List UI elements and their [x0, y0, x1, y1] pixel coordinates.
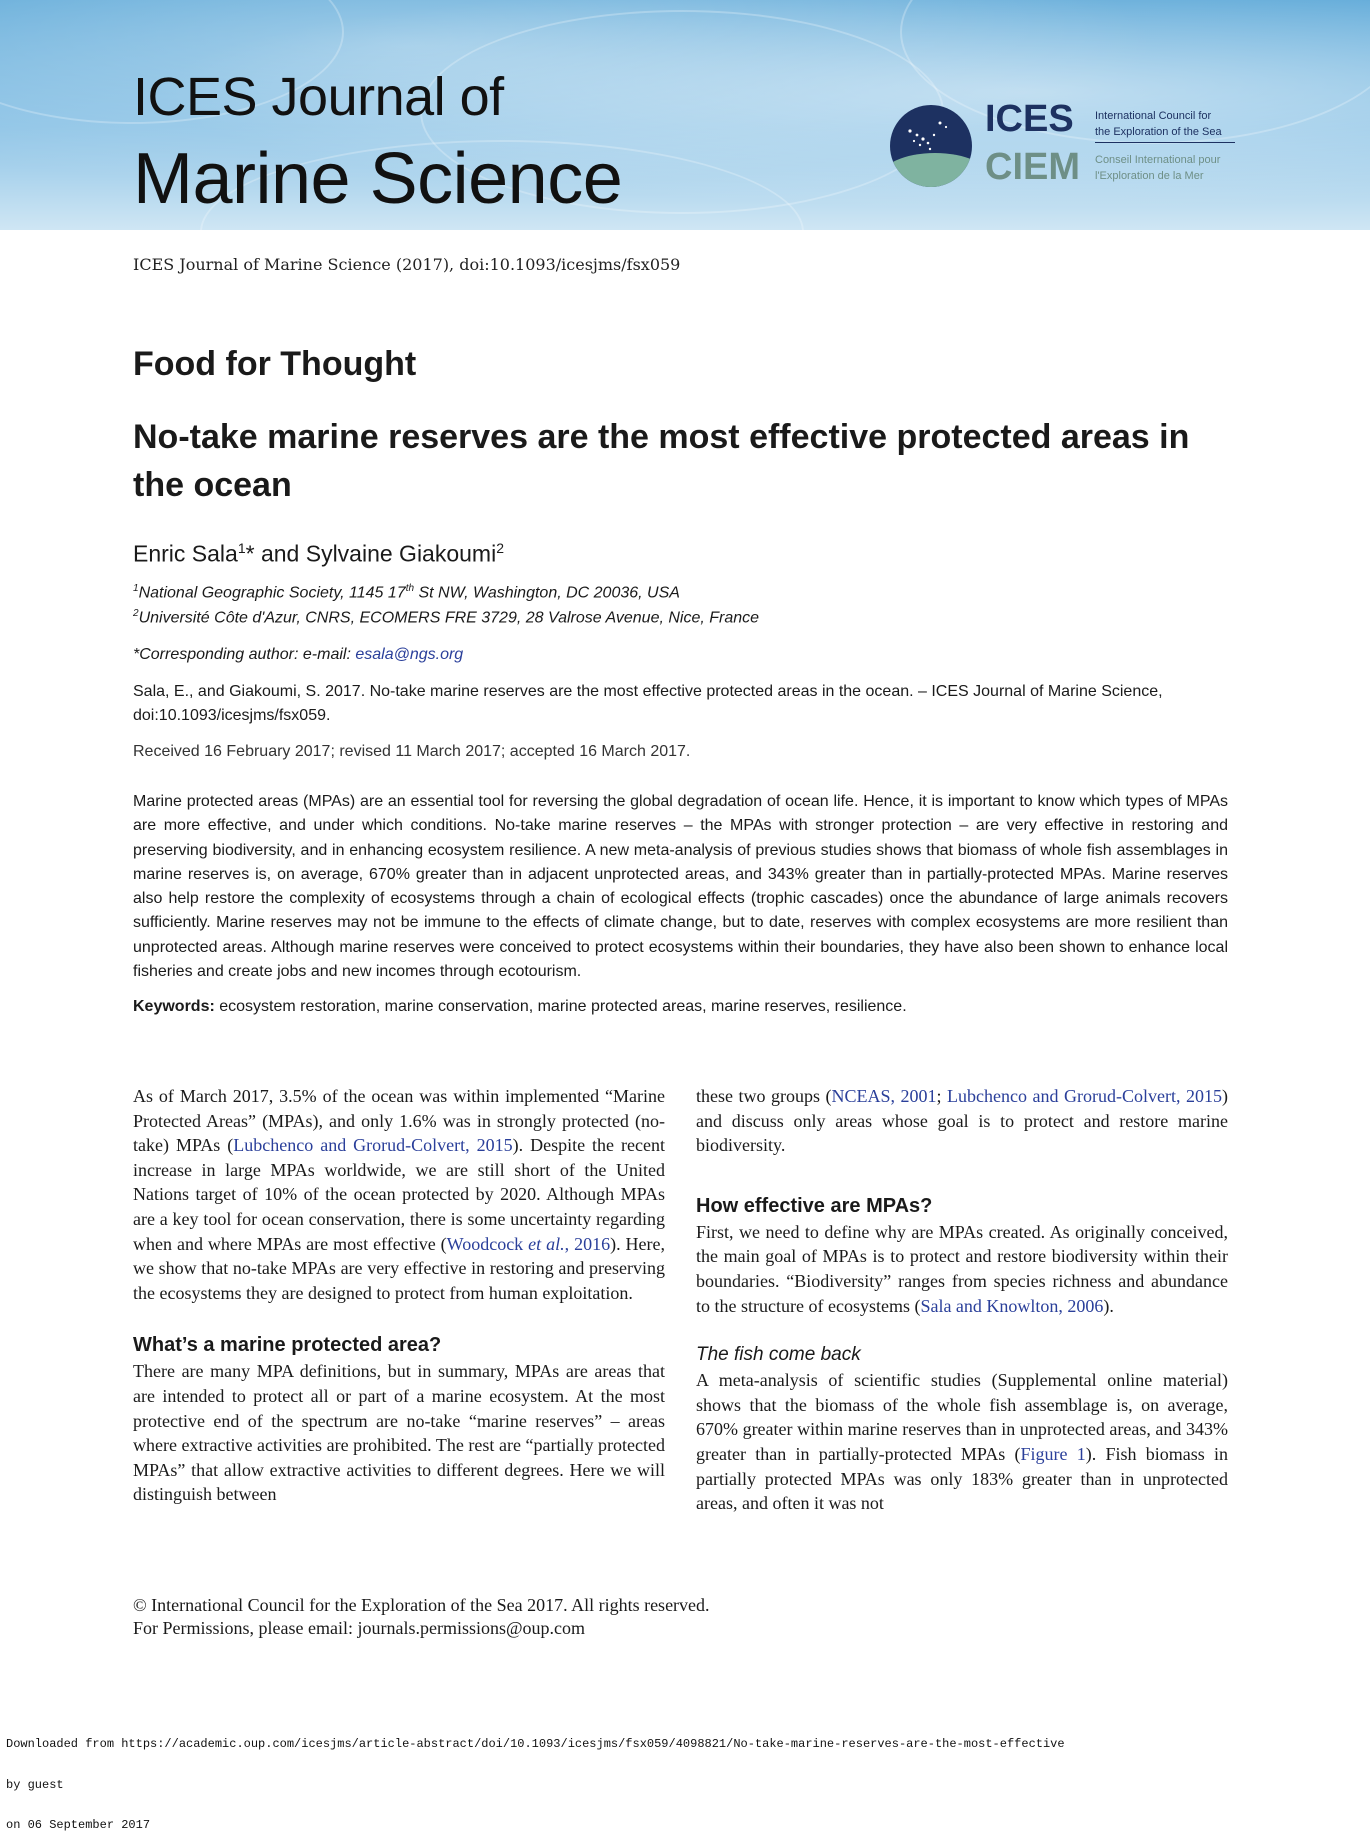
author-name: Enric Sala	[133, 540, 238, 567]
affiliation-marker: 2	[496, 540, 504, 556]
keywords	[133, 998, 1228, 1016]
author-list	[133, 540, 504, 568]
journal-name-line2: Marine Science	[133, 139, 623, 219]
paragraph	[696, 1368, 1228, 1516]
download-stamp	[6, 1711, 1065, 1846]
text-run: ). Fish biomass in partially protected MPAs was only 183% greater than in unprotected areas, and often it was not	[696, 1443, 1229, 1514]
logo-french-name	[1095, 152, 1235, 184]
keywords-text: ecosystem restoration, marine conservation, marine protected areas, marine reserves, resilience.	[214, 998, 907, 1015]
logo-fr-line2: l'Exploration de la Mer	[1095, 170, 1204, 182]
how-to-cite: Sala, E., and Giakoumi, S. 2017. No-take marine reserves are the most effective protected areas in the ocean. – ICES Journal of Marine Science, doi:10.1093/icesjms/fsx059.	[133, 683, 1163, 724]
paragraph	[696, 1220, 1228, 1318]
text-run: A meta-analysis of scientific studies (Supplemental online material) shows that the biomass of the whole fish assemblage is, on average, 670% greater within marine reserves than in unprotected areas, and 343% greater than in partially-protected MPAs (	[696, 1370, 1228, 1464]
paragraph: There are many MPA definitions, but in summary, MPAs are areas that are intended to protect all or part of a marine ecosystem. At the most protective end of the spectrum are no-take “marine reserves” – areas where extractive activities are prohibited. The rest are “partially protected MPAs” that allow extractive activities to different degrees. Here we will distinguish between	[133, 1361, 665, 1505]
figure-link[interactable]: Figure 1	[1020, 1443, 1086, 1464]
section-heading: How effective are MPAs?	[696, 1194, 933, 1217]
author-name: Sylvaine Giakoumi	[305, 540, 497, 567]
body-right-column	[696, 1084, 1228, 1516]
text-run: ;	[936, 1086, 948, 1106]
paragraph	[133, 1084, 665, 1305]
affiliation-number: 2	[133, 608, 139, 619]
logo-english-name	[1095, 108, 1235, 143]
text-run: these two groups (	[696, 1086, 832, 1106]
affiliation-marker: 1	[237, 540, 246, 556]
reference-year: , 2016	[564, 1233, 611, 1254]
section-label: Food for Thought	[133, 345, 417, 383]
abstract: Marine protected areas (MPAs) are an essential tool for reversing the global degradation of ocean life. Hence, it is important to know which types of MPAs are more effective, and under which conditions. No-take marine reserves – the MPAs with stronger protection – are very effective in restoring and preserving biodiversity, and in enhancing ecosystem resilience. A new meta-analysis of previous studies shows that biomass of whole fish assemblages in marine reserves is, on average, 670% greater than in adjacent unprotected areas, and 343% greater than in partially-protected MPAs. Marine reserves also help restore the complexity of ecosystems through a chain of ecological effects (trophic cascades) once the abundance of large animals recovers sufficiently. Marine reserves may not be immune to the effects of climate change, but to date, reserves with complex ecosystems are more resilient than unprotected areas. Although marine reserves were conceived to protect ecosystems within their boundaries, they have also been shown to enhance local fisheries and create jobs and new incomes through ecotourism.	[133, 793, 1228, 981]
journal-banner	[0, 0, 1370, 230]
reference-link[interactable]: NCEAS, 2001	[831, 1086, 937, 1106]
text-run: ). Despite the recent increase in large MPAs worldwide, we are still short of the United Nations target of 10% of the ocean protected by 2020. Although MPAs are a key tool for ocean conservation, there is some uncertainty regarding when and where MPAs are most effective (	[133, 1135, 665, 1254]
corresponding-author	[133, 646, 463, 664]
reference-link[interactable]	[447, 1234, 610, 1254]
ordinal-suffix: th	[405, 583, 415, 594]
ices-logo	[890, 100, 1230, 195]
text-run: ).	[1103, 1295, 1114, 1316]
affiliation-number: 1	[133, 583, 139, 594]
permissions-line: For Permissions, please email: journals.permissions@oup.com	[133, 1618, 586, 1638]
keywords-label: Keywords:	[133, 998, 215, 1015]
reference-link[interactable]: Sala and Knowlton, 2006	[920, 1295, 1104, 1316]
download-date-line: on 06 September 2017	[6, 1818, 151, 1832]
logo-en-line2: the Exploration of the Sea	[1095, 126, 1222, 138]
text-run: As of March 2017, 3.5% of the ocean was within implemented “Marine Protected Areas” (MPAs), and only 1.6% was in strongly protected (no-take) MPAs (	[133, 1086, 665, 1156]
reference-author: Woodcock	[446, 1233, 529, 1254]
corresponding-label: *Corresponding author: e-mail:	[133, 646, 356, 663]
copyright-notice	[133, 1594, 710, 1640]
email-link[interactable]: esala@ngs.org	[355, 646, 464, 663]
reference-etal: et al.	[528, 1233, 565, 1254]
copyright-line: © International Council for the Exploration of the Sea 2017. All rights reserved.	[133, 1595, 710, 1615]
reference-link[interactable]: Lubchenco and Grorud-Colvert, 2015	[233, 1135, 513, 1156]
affiliation-2	[133, 608, 1233, 627]
logo-ices-text: ICES	[985, 98, 1074, 140]
text-run: ) and discuss only areas whose goal is to protect and restore marine biodiversity.	[696, 1086, 1228, 1156]
logo-ciem-text: CIEM	[985, 146, 1080, 188]
logo-fr-line1: Conseil International pour	[1095, 154, 1221, 166]
journal-citation: ICES Journal of Marine Science (2017), doi:10.1093/icesjms/fsx059	[133, 255, 681, 274]
download-url-line: Downloaded from https://academic.oup.com/icesjms/article-abstract/doi/10.1093/icesjms/fsx059/4098821/No-take-marine-reserves-are-the-most-effective	[6, 1737, 1065, 1751]
text-run: First, we need to define why are MPAs created. As originally conceived, the main goal of MPAs is to protect and restore biodiversity within their boundaries. “Biodiversity” ranges from species richness and abundance to the structure of ecosystems (	[696, 1221, 1228, 1316]
article-dates: Received 16 February 2017; revised 11 March 2017; accepted 16 March 2017.	[133, 743, 691, 760]
affiliation-text: National Geographic Society, 1145 17	[138, 584, 406, 602]
download-user-line: by guest	[6, 1777, 64, 1792]
journal-name-line1: ICES Journal of	[133, 67, 504, 127]
author-joiner: and	[254, 540, 306, 567]
logo-en-line1: International Council for	[1095, 110, 1212, 122]
affiliation-1	[133, 583, 1233, 602]
affiliation-text: St NW, Washington, DC 20036, USA	[414, 584, 680, 602]
article-title: No-take marine reserves are the most effective protected areas in the ocean	[133, 418, 1190, 504]
ices-globe-icon	[890, 105, 972, 187]
affiliation-text: Université Côte d'Azur, CNRS, ECOMERS FRE 3729, 28 Valrose Avenue, Nice, France	[138, 609, 760, 627]
corresponding-marker: *	[245, 540, 255, 567]
section-heading: What’s a marine protected area?	[133, 1334, 442, 1357]
reference-link[interactable]: Lubchenco and Grorud-Colvert, 2015	[947, 1086, 1222, 1106]
paragraph	[696, 1084, 1228, 1158]
subsection-heading: The fish come back	[696, 1344, 861, 1366]
body-left-column	[133, 1084, 665, 1507]
text-run: ). Here, we show that no-take MPAs are very effective in restoring and preserving the ecosystems they are designed to protect from human exploitation.	[133, 1233, 666, 1303]
